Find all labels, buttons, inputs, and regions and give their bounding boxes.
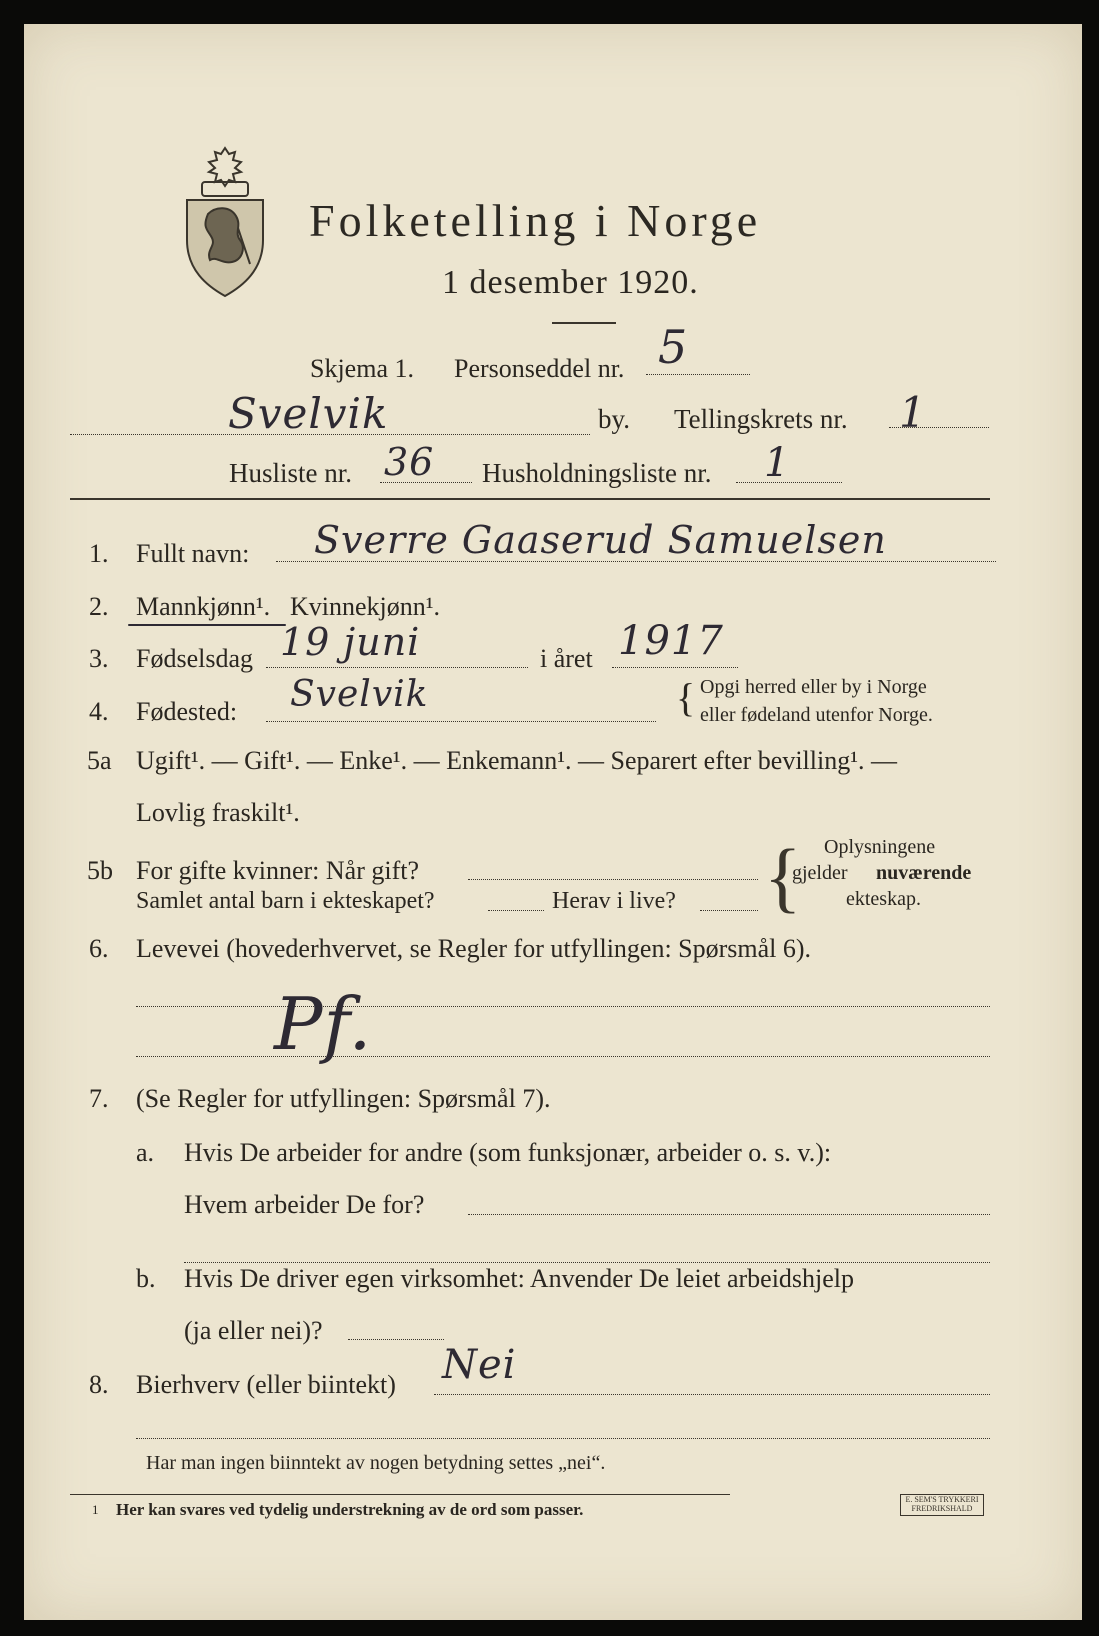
- q4-label: Fødested:: [136, 697, 238, 726]
- q1-label: Fullt navn:: [136, 539, 250, 568]
- q3-label: Fødselsdag: [136, 644, 253, 673]
- q6-dotline-1: [136, 1006, 990, 1007]
- city-suffix: by.: [598, 404, 630, 434]
- q5a-options-line-2: Lovlig fraskilt¹.: [136, 798, 300, 827]
- q3-day-value: 19 juni: [280, 620, 421, 664]
- q3-year-value: 1917: [618, 618, 724, 664]
- q5b-note-line-2a: gjelder: [792, 862, 848, 884]
- personseddel-label: Personseddel nr.: [454, 354, 625, 383]
- q5b-number: 5b: [87, 856, 113, 885]
- q8-note: Har man ingen biinntekt av nogen betydning settes „nei“.: [146, 1452, 606, 1474]
- q3-year-dotline: [612, 667, 738, 668]
- q4-note-line-2: eller fødeland utenfor Norge.: [700, 704, 933, 726]
- q8-value: Nei: [442, 1342, 517, 1388]
- q7a-letter: a.: [136, 1138, 155, 1167]
- census-date: 1 desember 1920.: [442, 264, 699, 301]
- q7a-dotline-2: [184, 1262, 990, 1263]
- q5b-children-dotline: [488, 910, 544, 911]
- q7b-line-2: (ja eller nei)?: [184, 1316, 323, 1345]
- q4-birthplace-value: Svelvik: [290, 674, 429, 715]
- q8-label: Bierhverv (eller biintekt): [136, 1370, 396, 1399]
- husholdningsliste-label: Husholdningsliste nr.: [482, 458, 712, 488]
- q5b-line-2a: Samlet antal barn i ekteskapet?: [136, 888, 435, 914]
- husholdningsliste-value: 1: [764, 440, 791, 486]
- tellingskrets-value: 1: [899, 388, 927, 437]
- q5a-options-line-1: Ugift¹. — Gift¹. — Enke¹. — Enkemann¹. — Separert efter bevilling¹. —: [136, 746, 898, 775]
- q1-full-name-value: Sverre Gaaserud Samuelsen: [314, 518, 887, 562]
- q2-number: 2.: [89, 592, 109, 621]
- footnote-text: Her kan svares ved tydelig understrekning av de ord som passer.: [116, 1500, 584, 1519]
- schema-label: Skjema 1.: [310, 354, 414, 383]
- printer-stamp-line-1: E. SEM'S TRYKKERI: [905, 1495, 979, 1504]
- q7a-dotline-1: [468, 1214, 990, 1215]
- page-title: Folketelling i Norge: [309, 195, 762, 246]
- tellingskrets-label: Tellingskrets nr.: [674, 404, 848, 434]
- q8-dotline-1: [434, 1394, 990, 1395]
- q1-number: 1.: [89, 539, 109, 568]
- city-value: Svelvik: [228, 389, 389, 438]
- q5b-alive-dotline: [700, 910, 758, 911]
- q3-day-dotline: [266, 667, 528, 668]
- coat-of-arms-icon: [182, 144, 268, 299]
- q6-label: Levevei (hovederhvervet, se Regler for utfyllingen: Spørsmål 6).: [136, 934, 812, 963]
- q5b-note-brace: {: [764, 833, 802, 920]
- q3-number: 3.: [89, 644, 109, 673]
- q8-number: 8.: [89, 1370, 109, 1399]
- q2-female-option: Kvinnekjønn¹.: [290, 592, 441, 621]
- q5b-line-2b: Herav i live?: [552, 888, 676, 914]
- q4-note-line-1: Opgi herred eller by i Norge: [700, 676, 927, 698]
- printer-stamp-line-2: FREDRIKSHALD: [911, 1504, 973, 1513]
- q2-male-option: Mannkjønn¹.: [136, 592, 271, 621]
- printer-stamp: [900, 1494, 984, 1516]
- q4-number: 4.: [89, 697, 109, 726]
- q5b-note-line-1: Oplysningene: [824, 836, 936, 858]
- q4-dotline: [266, 721, 656, 722]
- q6-occupation-value: Pf.: [274, 982, 373, 1066]
- title-divider: [552, 322, 616, 324]
- q7b-line-1: Hvis De driver egen virksomhet: Anvender De leiet arbeidshjelp: [184, 1264, 855, 1293]
- q7a-line-1: Hvis De arbeider for andre (som funksjonær, arbeider o. s. v.):: [184, 1138, 832, 1167]
- footnote-divider: [70, 1494, 730, 1495]
- q7-label: (Se Regler for utfyllingen: Spørsmål 7).: [136, 1084, 551, 1113]
- census-form-sheet: [24, 24, 1082, 1620]
- personseddel-dotline: [646, 374, 750, 375]
- q3-year-label: i året: [540, 644, 593, 673]
- q2-male-underline: [128, 624, 286, 626]
- header-divider: [70, 498, 990, 500]
- q7a-line-2: Hvem arbeider De for?: [184, 1190, 425, 1219]
- q4-note-brace: {: [676, 675, 696, 720]
- q7-number: 7.: [89, 1084, 109, 1113]
- q7b-letter: b.: [136, 1264, 156, 1293]
- q5b-married-dotline: [468, 879, 758, 880]
- q7b-dotline: [348, 1339, 444, 1340]
- q8-dotline-2: [136, 1438, 990, 1439]
- q6-dotline-2: [136, 1056, 990, 1057]
- q5b-line-1: For gifte kvinner: Når gift?: [136, 856, 420, 885]
- q5b-note-line-2b: nuværende: [876, 862, 972, 884]
- husliste-label: Husliste nr.: [229, 458, 353, 488]
- q5a-number: 5a: [87, 746, 112, 775]
- footnote-marker: 1: [92, 1502, 99, 1517]
- husliste-value: 36: [384, 440, 435, 484]
- q6-number: 6.: [89, 934, 109, 963]
- personseddel-value: 5: [658, 320, 689, 374]
- q5b-note-line-3: ekteskap.: [846, 888, 921, 910]
